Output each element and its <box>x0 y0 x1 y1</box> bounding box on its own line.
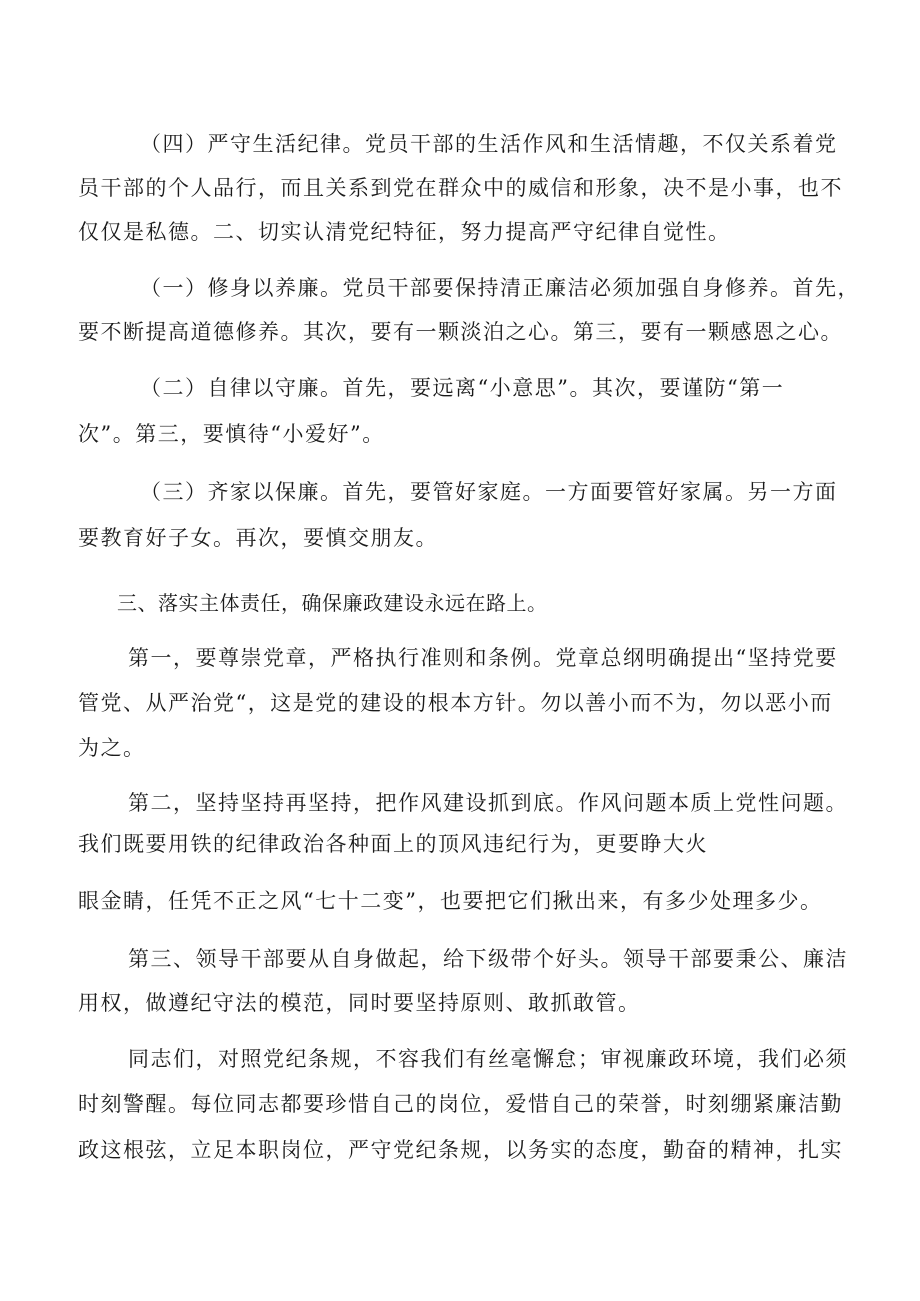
text-line: 要教育好子女。再次，要慎交朋友。 <box>78 526 438 550</box>
text-line: 为之。 <box>78 736 146 760</box>
text-line: （一）修身以养廉。党员干部要保持清正廉洁必须加强自身修养。首先， <box>140 276 860 300</box>
text-line: 第三、领导干部要从自身做起，给下级带个好头。领导干部要秉公、廉洁 <box>128 947 848 971</box>
text-line: 次”。第三，要慎待“小爱好”。 <box>78 422 385 446</box>
text-line: 管党、从严治党“，这是党的建设的根本方针。勿以善小而不为，勿以恶小而 <box>78 691 833 715</box>
text-line: 用权，做遵纪守法的模范，同时要坚持原则、敢抓敢管。 <box>78 991 641 1015</box>
text-line: 要不断提高道德修养。其次，要有一颗淡泊之心。第三，要有一颗感恩之心。 <box>78 320 843 344</box>
text-line: （四）严守生活纪律。党员干部的生活作风和生活情趣，不仅关系着党 <box>140 132 838 156</box>
text-line: 政这根弦，立足本职岗位，严守党纪条规，以务实的态度，勤奋的精神，扎实 <box>78 1138 843 1162</box>
heading-text: 三、落实主体责任，确保廉政建设永远在路上。 <box>117 591 548 615</box>
text-line: （三）齐家以保廉。首先，要管好家庭。一方面要管好家属。另一方面 <box>140 480 838 504</box>
text-line: 第一，要尊崇党章，严格执行准则和条例。党章总纲明确提出“坚持党要 <box>128 646 838 670</box>
text-line: 时刻警醒。每位同志都要珍惜自己的岗位，爱惜自己的荣誉，时刻绷紧廉洁勤 <box>78 1092 843 1116</box>
text-line: （二）自律以守廉。首先，要远离“小意思”。其次，要谨防“第一 <box>140 376 785 400</box>
text-line: 员干部的个人品行，而且关系到党在群众中的威信和形象，决不是小事，也不 <box>78 176 843 200</box>
text-line: 我们既要用铁的纪律政治各种面上的顶风违纪行为，更要睁大火 <box>78 832 708 856</box>
text-line: 眼金睛，任凭不正之风“七十二变”，也要把它们揪出来，有多少处理多少。 <box>78 889 823 913</box>
text-line: 仅仅是私德。二、切实认清党纪特征，努力提高严守纪律自觉性。 <box>78 220 731 244</box>
text-line: 第二，坚持坚持再坚持，把作风建设抓到底。作风问题本质上党性问题。 <box>128 791 848 815</box>
text-line: 同志们，对照党纪条规，不容我们有丝毫懈怠；审视廉政环境，我们必须 <box>128 1047 848 1071</box>
